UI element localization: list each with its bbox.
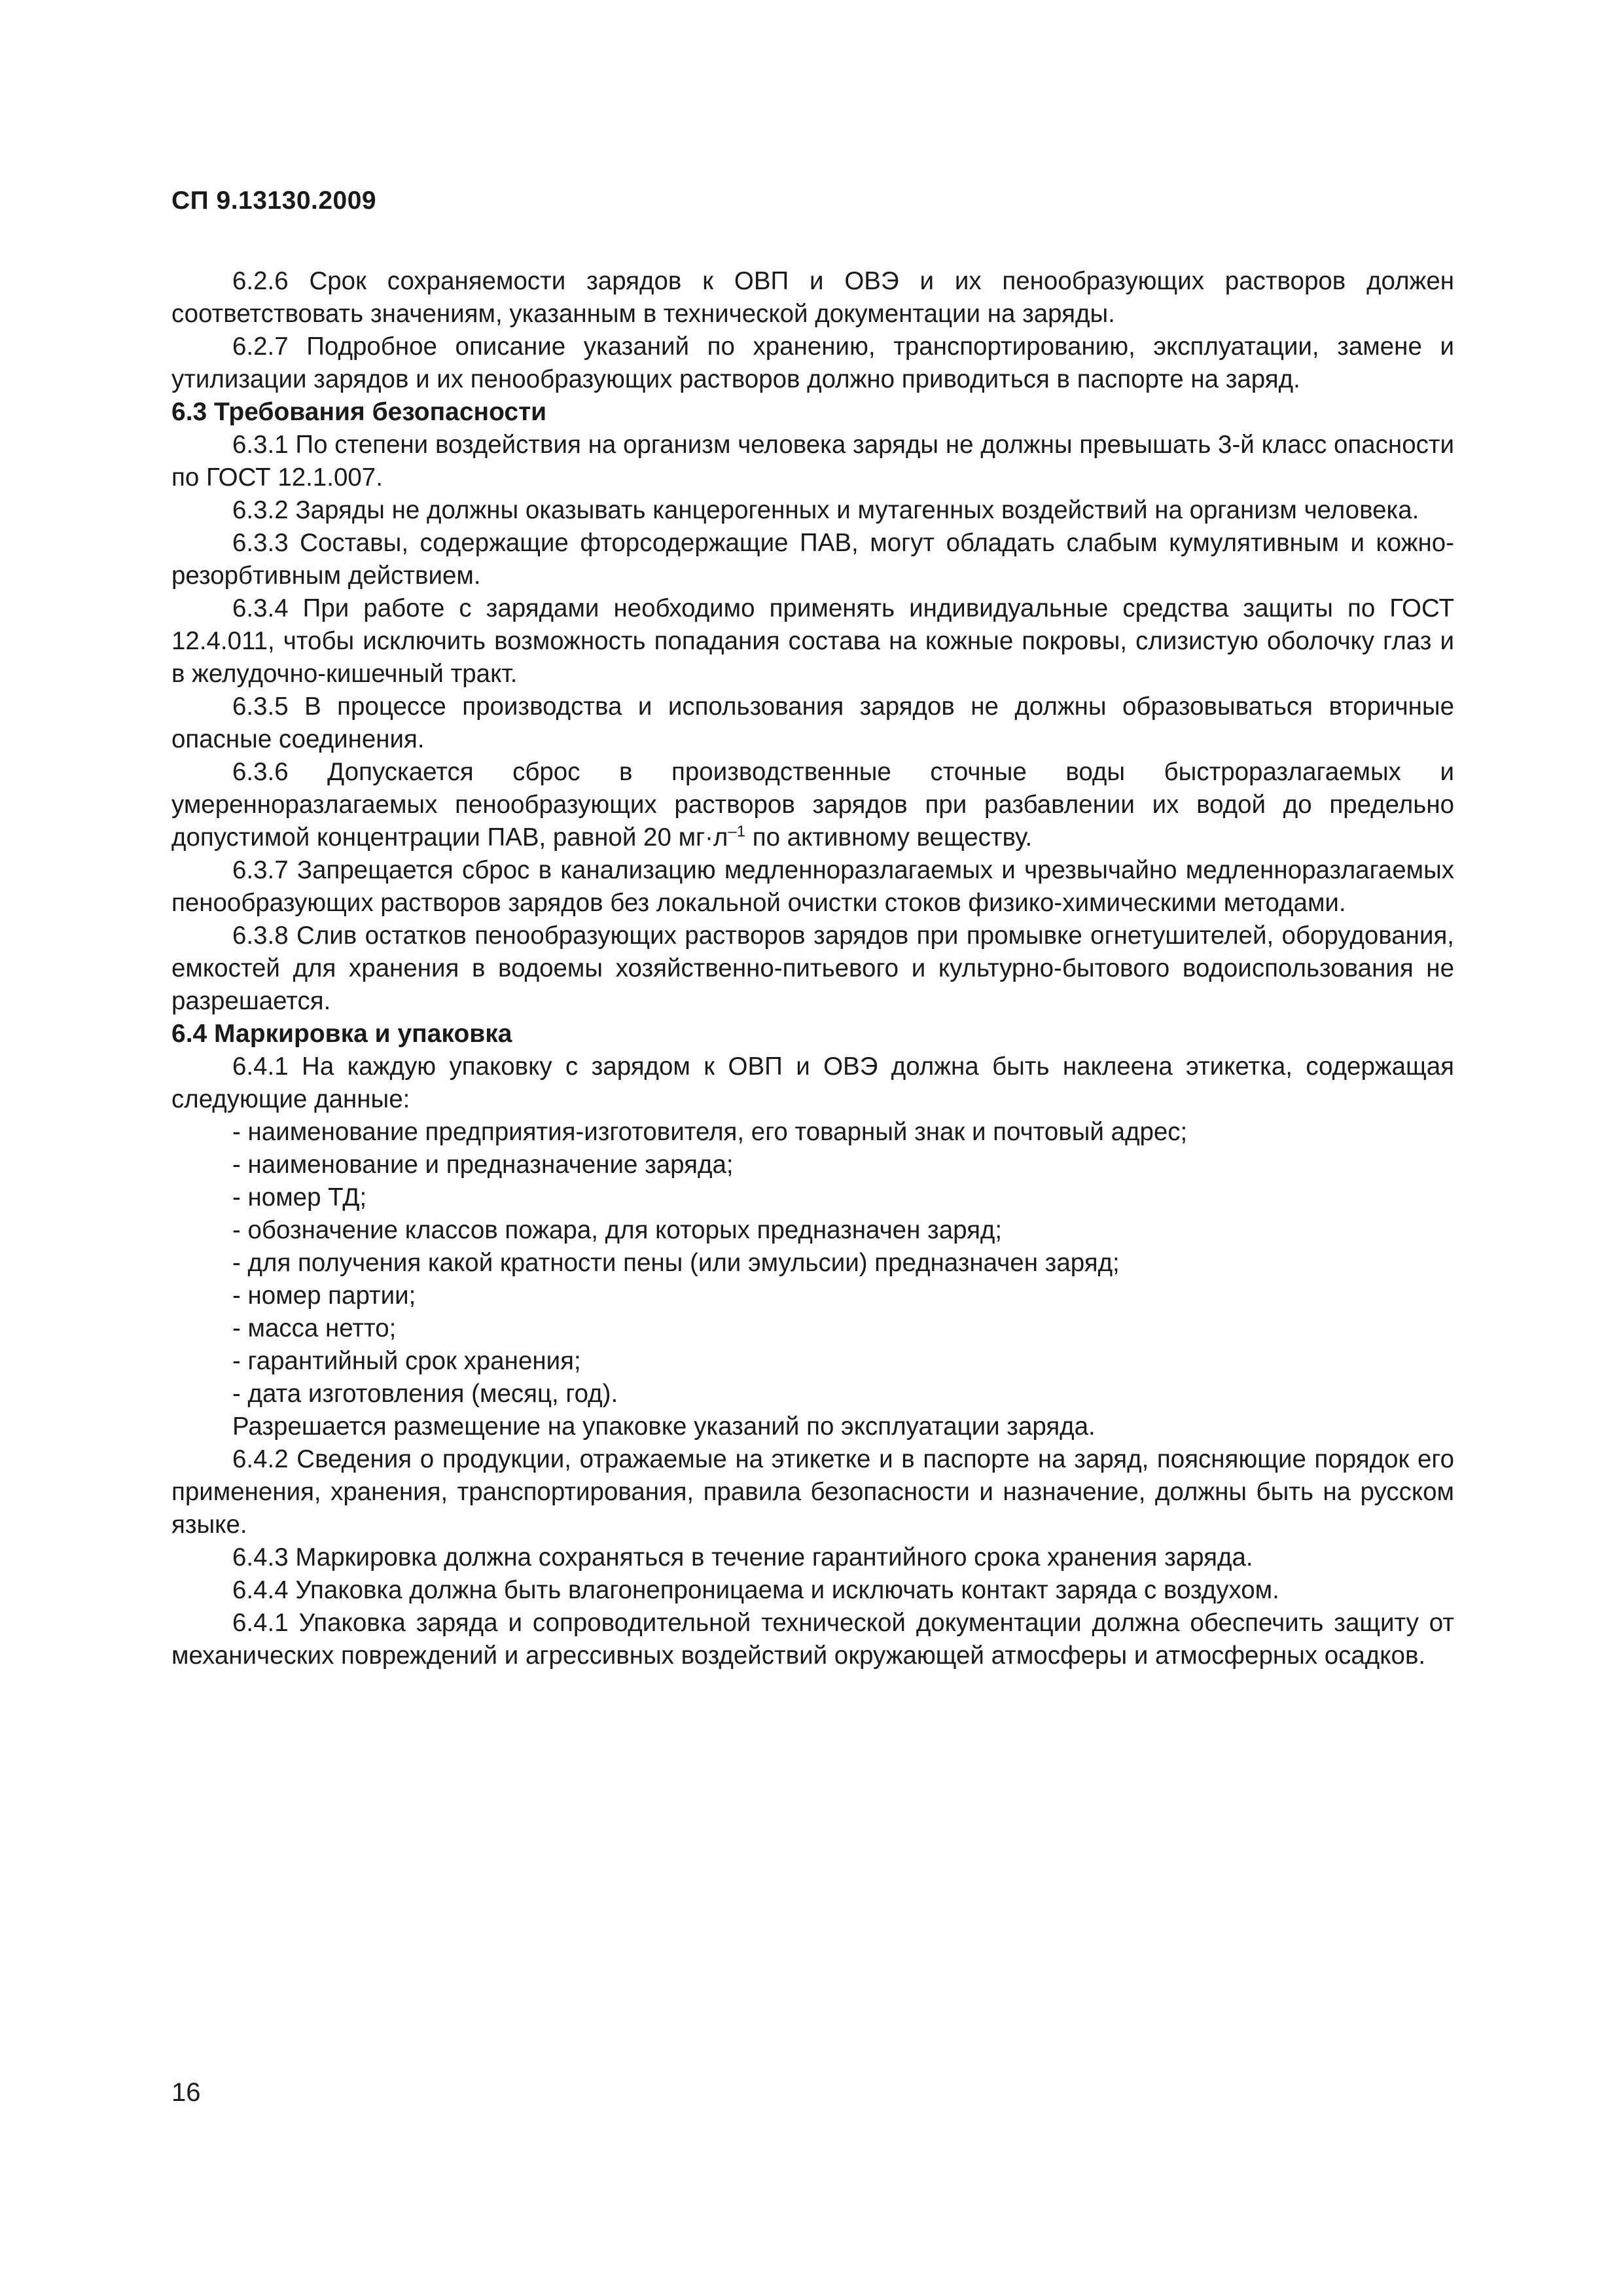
list-item: - для получения какой кратности пены (или эмульсии) предназначен заряд;: [232, 1249, 1120, 1277]
paragraph-6-4-3: 6.4.3 Маркировка должна сохраняться в течение гарантийного срока хранения заряда.: [232, 1543, 1253, 1571]
paragraph-6-3-6-text: 6.3.6 Допускается сброс в производственные сточные воды быстроразлагаемых и умеренноразлагаемых пенообразующих растворов зарядов при разбавлении их водой до предельно допустимой концентрации ПАВ, равной 20 мг·л: [171, 758, 1454, 852]
paragraph-6-3-1: 6.3.1 По степени воздействия на организм человека заряды не должны превышать 3-й класс опасности по ГОСТ 12.1.007.: [171, 431, 1454, 492]
label-data-list: [171, 1116, 1454, 1410]
paragraph-6-3-8: 6.3.8 Слив остатков пенообразующих растворов зарядов при промывке огнетушителей, оборудования, емкостей для хранения в водоемы хозяйственно-питьевого и культурно-бытового водоиспользования не разрешается.: [171, 922, 1454, 1015]
paragraph-6-3-6: [171, 756, 1454, 854]
paragraph-6-4-1-note: Разрешается размещение на упаковке указаний по эксплуатации заряда.: [232, 1412, 1096, 1441]
paragraph-6-3-6-tail: по активному веществу.: [745, 823, 1033, 852]
paragraph-6-4-1: 6.4.1 На каждую упаковку с зарядом к ОВП и ОВЭ должна быть наклеена этикетка, содержащая следующие данные:: [171, 1052, 1454, 1113]
paragraph-6-3-5: 6.3.5 В процессе производства и использования зарядов не должны образовываться вторичные опасные соединения.: [171, 692, 1454, 753]
paragraph-6-3-7: 6.3.7 Запрещается сброс в канализацию медленноразлагаемых и чрезвычайно медленноразлагаемых пенообразующих растворов зарядов без локальной очистки стоков физико-химическими методами.: [171, 856, 1454, 917]
list-item: - номер ТД;: [232, 1183, 367, 1211]
list-item: - масса нетто;: [232, 1314, 397, 1342]
page-number: 16: [171, 2078, 201, 2107]
paragraph-6-3-2: 6.3.2 Заряды не должны оказывать канцерогенных и мутагенных воздействий на организм человека.: [232, 496, 1419, 524]
section-title-6-3: 6.3 Требования безопасности: [171, 398, 547, 426]
list-item: - дата изготовления (месяц, год).: [232, 1380, 618, 1408]
paragraph-6-4-2: 6.4.2 Сведения о продукции, отражаемые на этикетке и в паспорте на заряд, поясняющие порядок его применения, хранения, транспортирования, правила безопасности и назначение, должны быть на русском языке.: [171, 1445, 1454, 1539]
section-title-6-4: 6.4 Маркировка и упаковка: [171, 1020, 512, 1048]
paragraph-6-2-6: 6.2.6 Срок сохраняемости зарядов к ОВП и ОВЭ и их пенообразующих растворов должен соответствовать значениям, указанным в технической документации на заряды.: [171, 267, 1454, 328]
list-item: - гарантийный срок хранения;: [232, 1347, 581, 1375]
list-item: - наименование предприятия-изготовителя, его товарный знак и почтовый адрес;: [232, 1118, 1188, 1146]
exponent: –1: [728, 823, 746, 841]
document-code: СП 9.13130.2009: [171, 187, 377, 215]
list-item: - обозначение классов пожара, для которых предназначен заряд;: [232, 1216, 1003, 1244]
paragraph-6-3-4: 6.3.4 При работе с зарядами необходимо применять индивидуальные средства защиты по ГОСТ 12.4.011, чтобы исключить возможность попадания состава на кожные покровы, слизистую оболочку глаз и в желудочно-кишечный тракт.: [171, 594, 1454, 688]
list-item: - наименование и предназначение заряда;: [232, 1151, 734, 1179]
list-item: - номер партии;: [232, 1282, 416, 1310]
paragraph-6-3-3: 6.3.3 Составы, содержащие фторсодержащие ПАВ, могут обладать слабым кумулятивным и кожно-резорбтивным действием.: [171, 529, 1454, 590]
paragraph-6-2-7: 6.2.7 Подробное описание указаний по хранению, транспортированию, эксплуатации, замене и утилизации зарядов и их пенообразующих растворов должно приводиться в паспорте на заряд.: [171, 332, 1454, 393]
paragraph-6-4-5: 6.4.1 Упаковка заряда и сопроводительной технической документации должна обеспечить защиту от механических повреждений и агрессивных воздействий окружающей атмосферы и атмосферных осадков.: [171, 1609, 1454, 1670]
page-content: [171, 265, 1454, 1672]
paragraph-6-4-4: 6.4.4 Упаковка должна быть влагонепроницаема и исключать контакт заряда с воздухом.: [232, 1576, 1279, 1604]
